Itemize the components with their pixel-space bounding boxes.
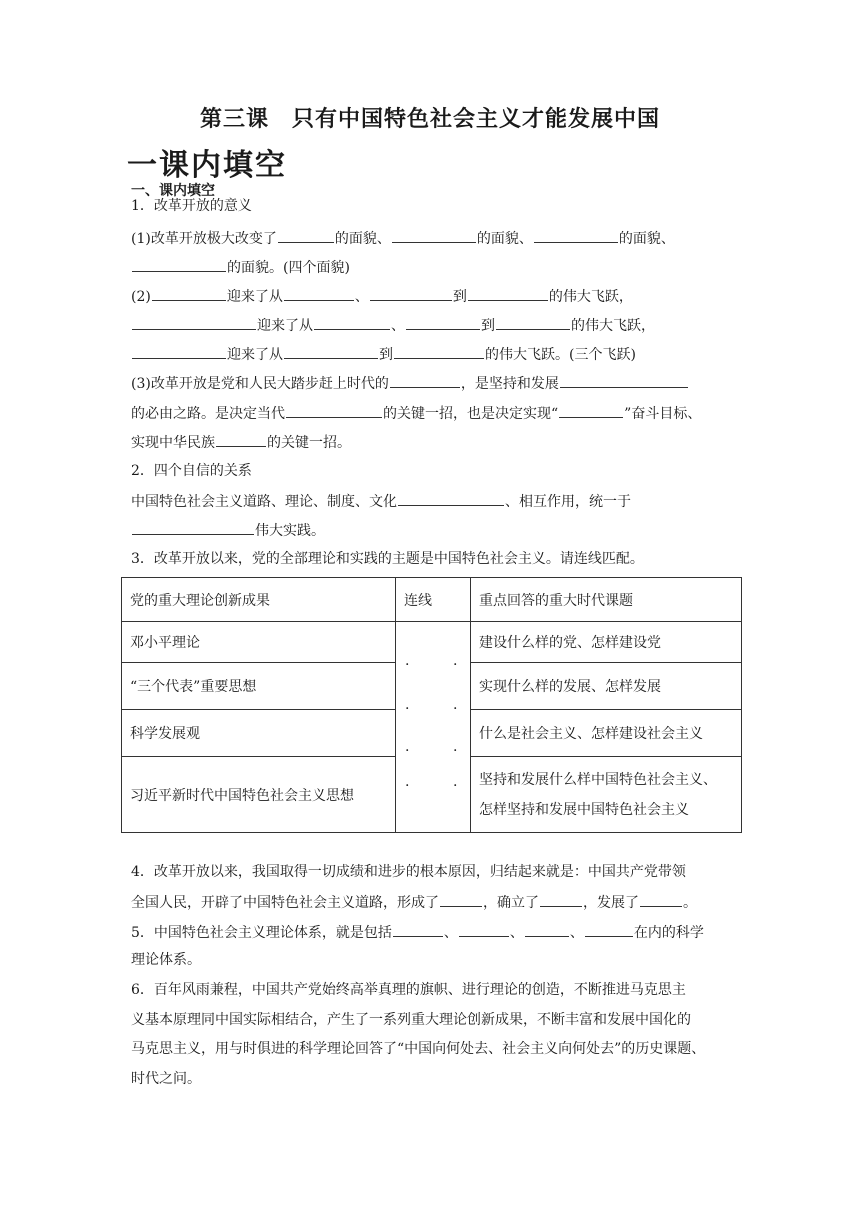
q1-p1-text: 的面貌、 <box>334 231 391 247</box>
answer-blank[interactable] <box>284 344 378 359</box>
answer-blank[interactable] <box>406 315 480 330</box>
connect-column[interactable] <box>396 622 471 833</box>
answer-blank[interactable] <box>286 403 382 418</box>
connect-dot[interactable]: . <box>405 774 410 790</box>
q2-text: 中国特色社会主义道路、理论、制度、文化 <box>131 494 397 510</box>
q1-label: 1．改革开放的意义 <box>131 198 252 214</box>
q1-p3-text: 的关键一招。 <box>267 435 351 451</box>
q1-p2-text: 的伟大飞跃， <box>571 318 655 334</box>
q1-p2-text: 到 <box>452 289 467 305</box>
q1-p2-text: 迎来了从 <box>226 289 283 305</box>
q1-p3-line3 <box>131 432 351 452</box>
answer-blank[interactable] <box>392 228 476 243</box>
q1-p3-text: 的关键一招，也是决定实现“ <box>383 406 559 422</box>
answer-blank[interactable] <box>132 520 254 535</box>
q1-p3-text: ”奋斗目标、 <box>624 406 702 422</box>
answer-blank[interactable] <box>394 344 484 359</box>
q1-p1-text: 的面貌、 <box>476 231 533 247</box>
connect-dot[interactable]: . <box>405 739 410 755</box>
topic-item-line: 怎样坚持和发展中国特色社会主义 <box>479 801 689 818</box>
answer-blank[interactable] <box>540 892 582 907</box>
connect-dot[interactable]: . <box>453 697 458 713</box>
q1-p2-text: 到 <box>379 347 393 363</box>
q1-p1-line2 <box>131 257 350 277</box>
q1-p3-line2 <box>131 403 701 423</box>
answer-blank[interactable] <box>398 491 504 506</box>
answer-blank[interactable] <box>440 892 482 907</box>
q5-text: 、 <box>509 925 524 941</box>
section-heading: 一课内填空 <box>127 148 287 183</box>
answer-blank[interactable] <box>393 922 443 937</box>
q4-text: ，发展了 <box>583 895 639 911</box>
q1-p3-text: (3)改革开放是党和人民大踏步赶上时代的 <box>131 376 389 392</box>
q3-label: 3．改革开放以来，党的全部理论和实践的主题是中国特色社会主义。请连线匹配。 <box>131 551 644 567</box>
q1-p2-text: 、 <box>354 289 369 305</box>
answer-blank[interactable] <box>370 286 452 301</box>
table-header: 党的重大理论创新成果 <box>122 578 396 622</box>
answer-blank[interactable] <box>496 315 570 330</box>
q1-p2-line2 <box>131 315 655 335</box>
connect-dot[interactable]: . <box>453 739 458 755</box>
q6-line2: 义基本原理同中国实际相结合，产生了一系列重大理论创新成果，不断丰富和发展中国化的 <box>131 1012 691 1028</box>
q5-line1 <box>131 922 704 942</box>
connect-dot[interactable]: . <box>405 697 410 713</box>
answer-blank[interactable] <box>559 403 623 418</box>
q1-p3-text: 的必由之路。是决定当代 <box>131 406 285 422</box>
q1-p2-text: 到 <box>481 318 495 334</box>
q2-text: 、相互作用，统一于 <box>505 494 631 510</box>
table-row <box>122 622 742 663</box>
connect-dot[interactable]: . <box>405 653 410 669</box>
q5-text: 、 <box>443 925 458 941</box>
sub-heading: 一、课内填空 <box>131 183 215 199</box>
theory-item: “三个代表”重要思想 <box>122 663 396 710</box>
q1-p1-text: (1)改革开放极大改变了 <box>131 231 277 247</box>
answer-blank[interactable] <box>390 373 460 388</box>
q1-p3-text: 实现中华民族 <box>131 435 215 451</box>
answer-blank[interactable] <box>560 373 688 388</box>
answer-blank[interactable] <box>132 257 226 272</box>
table-header: 连线 <box>396 578 471 622</box>
answer-blank[interactable] <box>640 892 682 907</box>
q1-p2-line3 <box>131 344 636 364</box>
q5-line2: 理论体系。 <box>131 952 201 968</box>
connect-dot[interactable]: . <box>453 774 458 790</box>
q6-line3: 马克思主义，用与时俱进的科学理论回答了“中国向何处去、社会主义向何处去”的历史课题、 <box>131 1041 706 1057</box>
answer-blank[interactable] <box>468 286 548 301</box>
theory-item: 邓小平理论 <box>122 622 396 663</box>
topic-item: 什么是社会主义、怎样建设社会主义 <box>471 710 742 757</box>
topic-item-line: 坚持和发展什么样中国特色社会主义、 <box>479 771 717 788</box>
q1-p3-line1 <box>131 373 689 393</box>
theory-item: 科学发展观 <box>122 710 396 757</box>
answer-blank[interactable] <box>585 922 633 937</box>
answer-blank[interactable] <box>132 344 226 359</box>
theory-item: 习近平新时代中国特色社会主义思想 <box>122 757 396 833</box>
table-header: 重点回答的重大时代课题 <box>471 578 742 622</box>
q4-text: 全国人民，开辟了中国特色社会主义道路，形成了 <box>131 895 439 911</box>
q1-p1-text: 的面貌。(四个面貌) <box>227 260 350 276</box>
q4-line1: 4．改革开放以来，我国取得一切成绩和进步的根本原因，归结起来就是：中国共产党带领 <box>131 864 686 880</box>
q1-p1-line1 <box>131 228 675 248</box>
page-title: 第三课 只有中国特色社会主义才能发展中国 <box>199 107 660 132</box>
q1-p2-text: 的伟大飞跃。(三个飞跃) <box>485 347 636 363</box>
q4-text: 。 <box>683 895 697 911</box>
q5-text: 在内的科学 <box>633 925 704 941</box>
table-header-row <box>122 578 742 622</box>
answer-blank[interactable] <box>534 228 618 243</box>
topic-item: 实现什么样的发展、怎样发展 <box>471 663 742 710</box>
q1-p2-text: 迎来了从 <box>257 318 313 334</box>
answer-blank[interactable] <box>314 315 390 330</box>
answer-blank[interactable] <box>216 432 266 447</box>
q5-text: 、 <box>569 925 584 941</box>
q4-line2 <box>131 892 697 912</box>
answer-blank[interactable] <box>459 922 509 937</box>
answer-blank[interactable] <box>132 315 256 330</box>
q6-line4: 时代之问。 <box>131 1071 201 1087</box>
q1-p2-text: 迎来了从 <box>227 347 283 363</box>
q2-line2 <box>131 520 325 540</box>
q2-label: 2．四个自信的关系 <box>131 463 252 479</box>
q1-p3-text: ，是坚持和发展 <box>460 376 559 392</box>
q2-text: 伟大实践。 <box>255 523 325 539</box>
q1-p2-line1 <box>131 286 633 306</box>
matching-table <box>121 577 742 833</box>
answer-blank[interactable] <box>284 286 354 301</box>
q1-p2-text: 的伟大飞跃， <box>548 289 633 305</box>
q1-p2-text: 、 <box>391 318 405 334</box>
topic-item: 建设什么样的党、怎样建设党 <box>471 622 742 663</box>
answer-blank[interactable] <box>525 922 569 937</box>
answer-blank[interactable] <box>152 286 226 301</box>
connect-dot[interactable]: . <box>453 653 458 669</box>
q6-line1: 6．百年风雨兼程，中国共产党始终高举真理的旗帜、进行理论的创造，不断推进马克思主 <box>131 982 686 998</box>
topic-item <box>471 757 742 833</box>
q1-p1-text: 的面貌、 <box>618 231 675 247</box>
q2-line1 <box>131 491 631 511</box>
q5-text: 5．中国特色社会主义理论体系，就是包括 <box>131 925 392 941</box>
q1-p2-text: (2) <box>131 289 151 305</box>
q4-text: ，确立了 <box>483 895 539 911</box>
answer-blank[interactable] <box>278 228 334 243</box>
